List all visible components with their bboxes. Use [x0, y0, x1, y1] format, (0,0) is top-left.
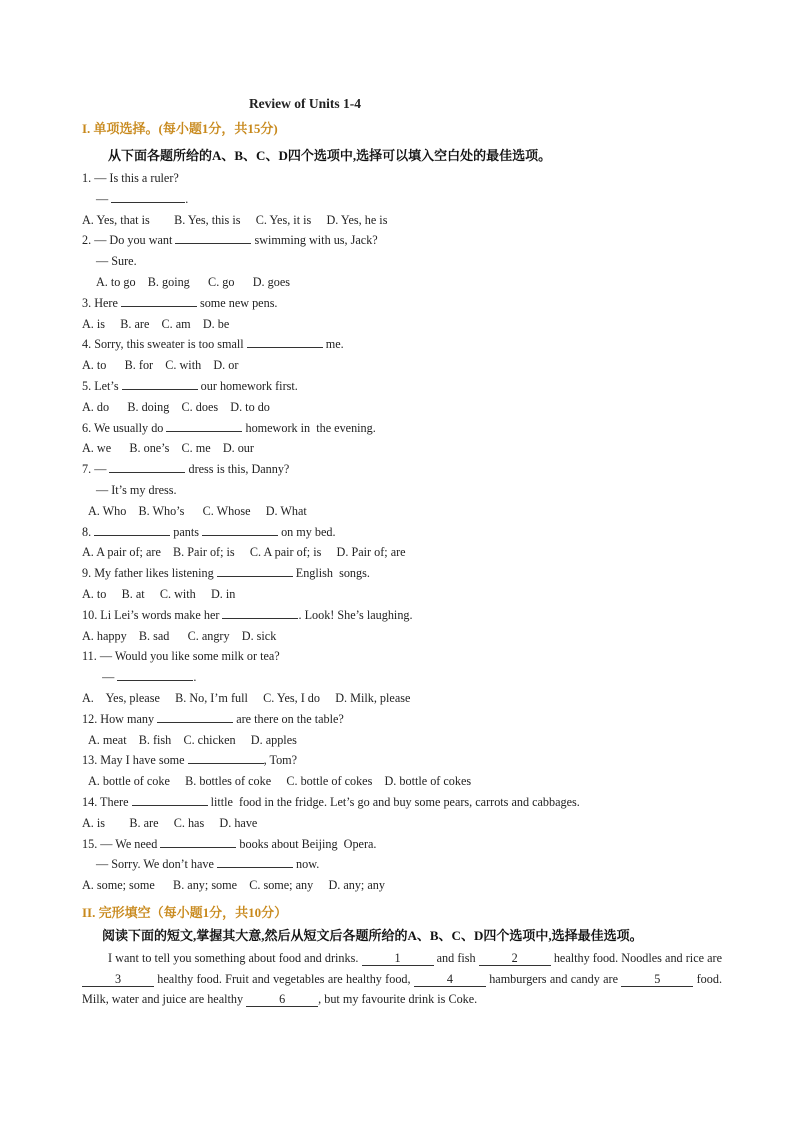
question-text: our homework first. [197, 378, 298, 393]
question-11 [82, 646, 722, 708]
question-line: A. A pair of; are B. Pair of; is C. A pair of; is D. Pair of; are [82, 545, 406, 560]
question-text: now. [293, 857, 320, 872]
question-9 [82, 563, 722, 605]
question-stem [82, 334, 722, 355]
answer-blank[interactable] [202, 522, 278, 536]
question-text: 7. — [82, 462, 110, 477]
cloze-passage [82, 948, 722, 1010]
question-text: — [96, 191, 112, 206]
question-stem [82, 563, 722, 584]
question-text: me. [322, 337, 344, 352]
answer-blank[interactable] [160, 834, 236, 848]
question-text: , Tom? [263, 753, 298, 768]
question-line [82, 854, 722, 875]
passage-text: healthy food. Noodles and rice are [550, 950, 722, 965]
answer-blank[interactable] [109, 459, 185, 473]
question-line: A. do B. doing C. does D. to do [82, 399, 270, 414]
question-text: English songs. [292, 566, 370, 581]
section-2-heading: II. 完形填空（每小题1分，共10分） [82, 904, 288, 920]
answer-blank[interactable] [247, 334, 323, 348]
question-line: A. we B. one’s C. me D. our [82, 441, 254, 456]
answer-blank[interactable] [132, 792, 208, 806]
question-15 [82, 834, 722, 896]
passage-text: food. Milk, water and juice are healthy [82, 971, 723, 1007]
answer-blank[interactable] [222, 605, 298, 619]
question-stem [82, 293, 722, 314]
question-stem [82, 750, 722, 771]
section-1-heading: I. 单项选择。(每小题1分，共15分) [82, 121, 278, 136]
answer-blank[interactable] [188, 750, 264, 764]
question-13 [82, 750, 722, 792]
question-text: 3. Here [82, 295, 121, 310]
passage-text: I want to tell you something about food and drinks. [108, 950, 362, 965]
question-line: A. Who B. Who’s C. Whose D. What [88, 503, 307, 518]
passage-text: healthy food. Fruit and vegetables are healthy food, [154, 971, 414, 986]
question-stem: 1. — Is this a ruler? [82, 171, 179, 185]
section-1-instruction: 从下面各题所给的A、B、C、D四个选项中,选择可以填入空白处的最佳选项。 [108, 148, 552, 163]
question-text: 13. May I have some [82, 753, 188, 768]
question-line: — Sure. [96, 254, 137, 269]
question-text: 9. My father likes listening [82, 566, 217, 581]
question-text: 15. — We need [82, 836, 161, 851]
answer-blank[interactable] [122, 376, 198, 390]
question-stem: 11. — Would you like some milk or tea? [82, 649, 280, 664]
question-text: homework in the evening. [242, 420, 376, 435]
section-2-instruction: 阅读下面的短文,掌握其大意,然后从短文后各题所给的A、B、C、D四个选项中,选择最佳选项。 [102, 927, 643, 943]
question-text: 14. There [82, 794, 132, 809]
question-stem [82, 522, 722, 543]
question-line: A. happy B. sad C. angry D. sick [82, 628, 277, 643]
question-line: A. to B. for C. with D. or [82, 358, 239, 373]
question-text: 6. We usually do [82, 420, 167, 435]
question-line: A. is B. are C. am D. be [82, 316, 230, 331]
question-line: A. Yes, that is B. Yes, this is C. Yes, it is D. Yes, he is [82, 212, 388, 227]
question-line: A. Yes, please B. No, I’m full C. Yes, I do D. Milk, please [82, 690, 411, 705]
answer-blank[interactable] [175, 230, 251, 244]
question-text: . Look! She’s laughing. [298, 607, 413, 622]
question-text: 5. Let’s [82, 378, 122, 393]
question-8 [82, 522, 722, 564]
answer-blank[interactable] [166, 418, 242, 432]
question-stem [82, 709, 722, 730]
question-3 [82, 293, 722, 335]
question-stem [82, 792, 722, 813]
worksheet-page [82, 96, 722, 1010]
question-1 [82, 168, 722, 230]
question-text: 2. — Do you want [82, 233, 176, 248]
question-10 [82, 605, 722, 647]
question-text: 8. [82, 524, 95, 539]
question-text: little food in the fridge. Let’s go and buy some pears, carrots and cabbages. [207, 794, 580, 809]
question-stem [82, 418, 722, 439]
question-text: — [96, 670, 118, 685]
question-text: on my bed. [278, 524, 336, 539]
question-text: 10. Li Lei’s words make her [82, 607, 223, 622]
question-text: are there on the table? [233, 711, 344, 726]
cloze-blank-5[interactable]: 5 [621, 972, 693, 987]
question-line: A. some; some B. any; some C. some; any D. any; any [82, 878, 385, 893]
answer-blank[interactable] [121, 293, 197, 307]
question-stem [82, 459, 722, 480]
question-text: . [185, 191, 189, 206]
answer-blank[interactable] [94, 522, 170, 536]
passage-text: and fish [433, 950, 479, 965]
question-stem [82, 605, 722, 626]
question-text: swimming with us, Jack? [251, 233, 378, 248]
question-stem [82, 230, 722, 251]
answer-blank[interactable] [111, 189, 185, 203]
question-5 [82, 376, 722, 418]
cloze-blank-2[interactable]: 2 [479, 951, 551, 966]
answer-blank[interactable] [217, 563, 293, 577]
question-6 [82, 418, 722, 460]
question-stem [82, 376, 722, 397]
answer-blank[interactable] [157, 709, 233, 723]
question-text: dress is this, Danny? [185, 462, 290, 477]
answer-blank[interactable] [117, 667, 193, 681]
question-line: — It’s my dress. [96, 482, 177, 497]
question-text: some new pens. [196, 295, 278, 310]
question-line: A. to go B. going C. go D. goes [96, 274, 290, 289]
cloze-blank-3[interactable]: 3 [82, 972, 154, 987]
question-line [82, 189, 722, 210]
question-text: books about Beijing Opera. [236, 836, 377, 851]
passage-text: , but my favourite drink is Coke. [318, 992, 478, 1007]
question-4 [82, 334, 722, 376]
question-line: A. to B. at C. with D. in [82, 586, 236, 601]
cloze-blank-6[interactable]: 6 [246, 992, 318, 1007]
question-text: . [193, 670, 197, 685]
cloze-blank-4[interactable]: 4 [414, 972, 486, 987]
question-line: A. is B. are C. has D. have [82, 815, 258, 830]
question-14 [82, 792, 722, 834]
question-text: pants [170, 524, 203, 539]
question-text: — Sorry. We don’t have [96, 857, 217, 872]
question-2 [82, 230, 722, 292]
question-7 [82, 459, 722, 521]
question-line: A. bottle of coke B. bottles of coke C. bottle of cokes D. bottle of cokes [88, 774, 472, 789]
question-12 [82, 709, 722, 751]
page-title: Review of Units 1-4 [248, 96, 362, 111]
passage-text: hamburgers and candy are [485, 971, 622, 986]
question-text: 12. How many [82, 711, 158, 726]
question-line: A. meat B. fish C. chicken D. apples [88, 732, 297, 747]
answer-blank[interactable] [217, 854, 293, 868]
cloze-blank-1[interactable]: 1 [362, 951, 434, 966]
question-text: 4. Sorry, this sweater is too small [82, 337, 247, 352]
question-line [82, 667, 722, 688]
question-list [82, 168, 722, 896]
question-stem [82, 834, 722, 855]
